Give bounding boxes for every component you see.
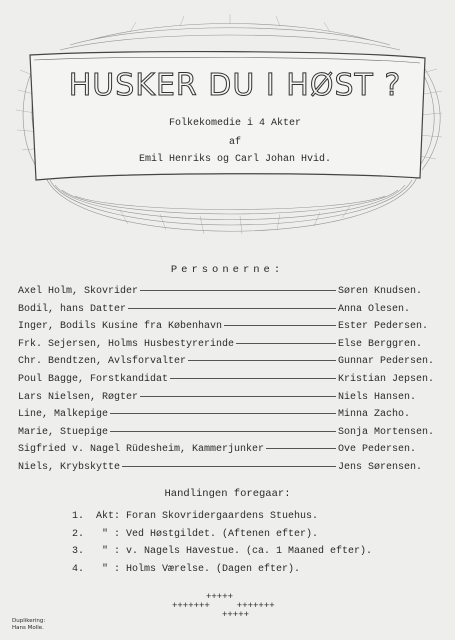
actor: Ove Pedersen. [338,444,417,456]
act-row [72,511,442,529]
leader-line [224,325,336,326]
role: Chr. Bendtzen, Avlsforvalter [18,356,187,368]
act-number: 3. [72,546,85,558]
act-description: " : v. Nagels Havestue. (ca. 1 Maaned efter). [96,546,373,558]
leader-line [140,396,336,397]
cast-row [18,286,448,304]
leader-line [122,466,336,467]
act-number: 1. [72,511,85,522]
cast-row [18,321,448,339]
actor: Anna Olesen. [338,303,411,315]
leader-line [188,360,336,361]
acts-list [72,511,442,581]
cast-heading: Personerne: [170,264,285,276]
actor: Kristian Jepsen. [338,373,435,385]
actor: Gunnar Pedersen. [338,356,435,368]
ornament-line: +++++++ +++++++ [172,601,275,611]
actor: Søren Knudsen. [338,286,423,297]
plus-ornament [172,593,312,620]
act-row [72,529,442,547]
cast-row [18,392,448,410]
by-label: af [228,137,241,148]
role: Lars Nielsen, Røgter [18,391,139,403]
act-description: " : Ved Høstgildet. (Aftenen efter). [96,528,319,540]
cast-row [18,304,448,322]
role: Bodil, hans Datter [18,303,127,315]
actor: Niels Hansen. [338,391,417,403]
act-row [72,546,442,564]
cast-row [18,444,448,462]
printer-label: Duplikering: [12,618,46,624]
cast-row [18,339,448,357]
cast-row [18,356,448,374]
actor: Ester Pedersen. [338,321,429,333]
acts-heading: Handlingen foregaar: [164,488,291,500]
leader-line [140,290,336,291]
cast-list [18,286,448,480]
leader-line [266,448,336,449]
authors: Emil Henriks og Carl Johan Hvid. [138,154,332,165]
ornament-line: +++++ [222,610,250,620]
actor: Minna Zacho. [338,409,411,421]
act-number: 4. [72,563,85,575]
play-title: HUSKER DU I HØST ? [68,68,402,103]
cast-row [18,427,448,445]
act-row [72,564,442,582]
leader-line [110,431,336,432]
printer-credit [12,618,45,631]
role: Poul Bagge, Forstkandidat [18,373,169,385]
role: Frk. Sejersen, Holms Husbestyrerinde [18,338,235,350]
act-description: " : Holms Værelse. (Dagen efter). [96,563,301,575]
role: Inger, Bodils Kusine fra København [18,321,223,333]
cast-row [18,374,448,392]
role: Line, Malkepige [18,409,109,421]
act-number: 2. [72,528,85,540]
leader-line [170,378,336,379]
role: Marie, Stuepige [18,426,109,438]
actor: Jens Sørensen. [338,461,423,473]
cast-row [18,409,448,427]
actor: Else Berggren. [338,338,423,350]
act-description: Akt: Foran Skovridergaardens Stuehus. [96,511,319,522]
role: Axel Holm, Skovrider [18,286,139,297]
role: Niels, Krybskytte [18,461,121,473]
leader-line [236,343,336,344]
leader-line [110,413,336,414]
leader-line [128,308,336,309]
play-subtitle: Folkekomedie i 4 Akter [168,118,302,129]
cast-row [18,462,448,480]
ornament-line: +++++ [206,592,234,602]
printer-name: Hans Molle. [12,624,44,631]
actor: Sonja Mortensen. [338,426,435,438]
role: Sigfried v. Nagel Rüdesheim, Kammerjunker [18,444,265,456]
